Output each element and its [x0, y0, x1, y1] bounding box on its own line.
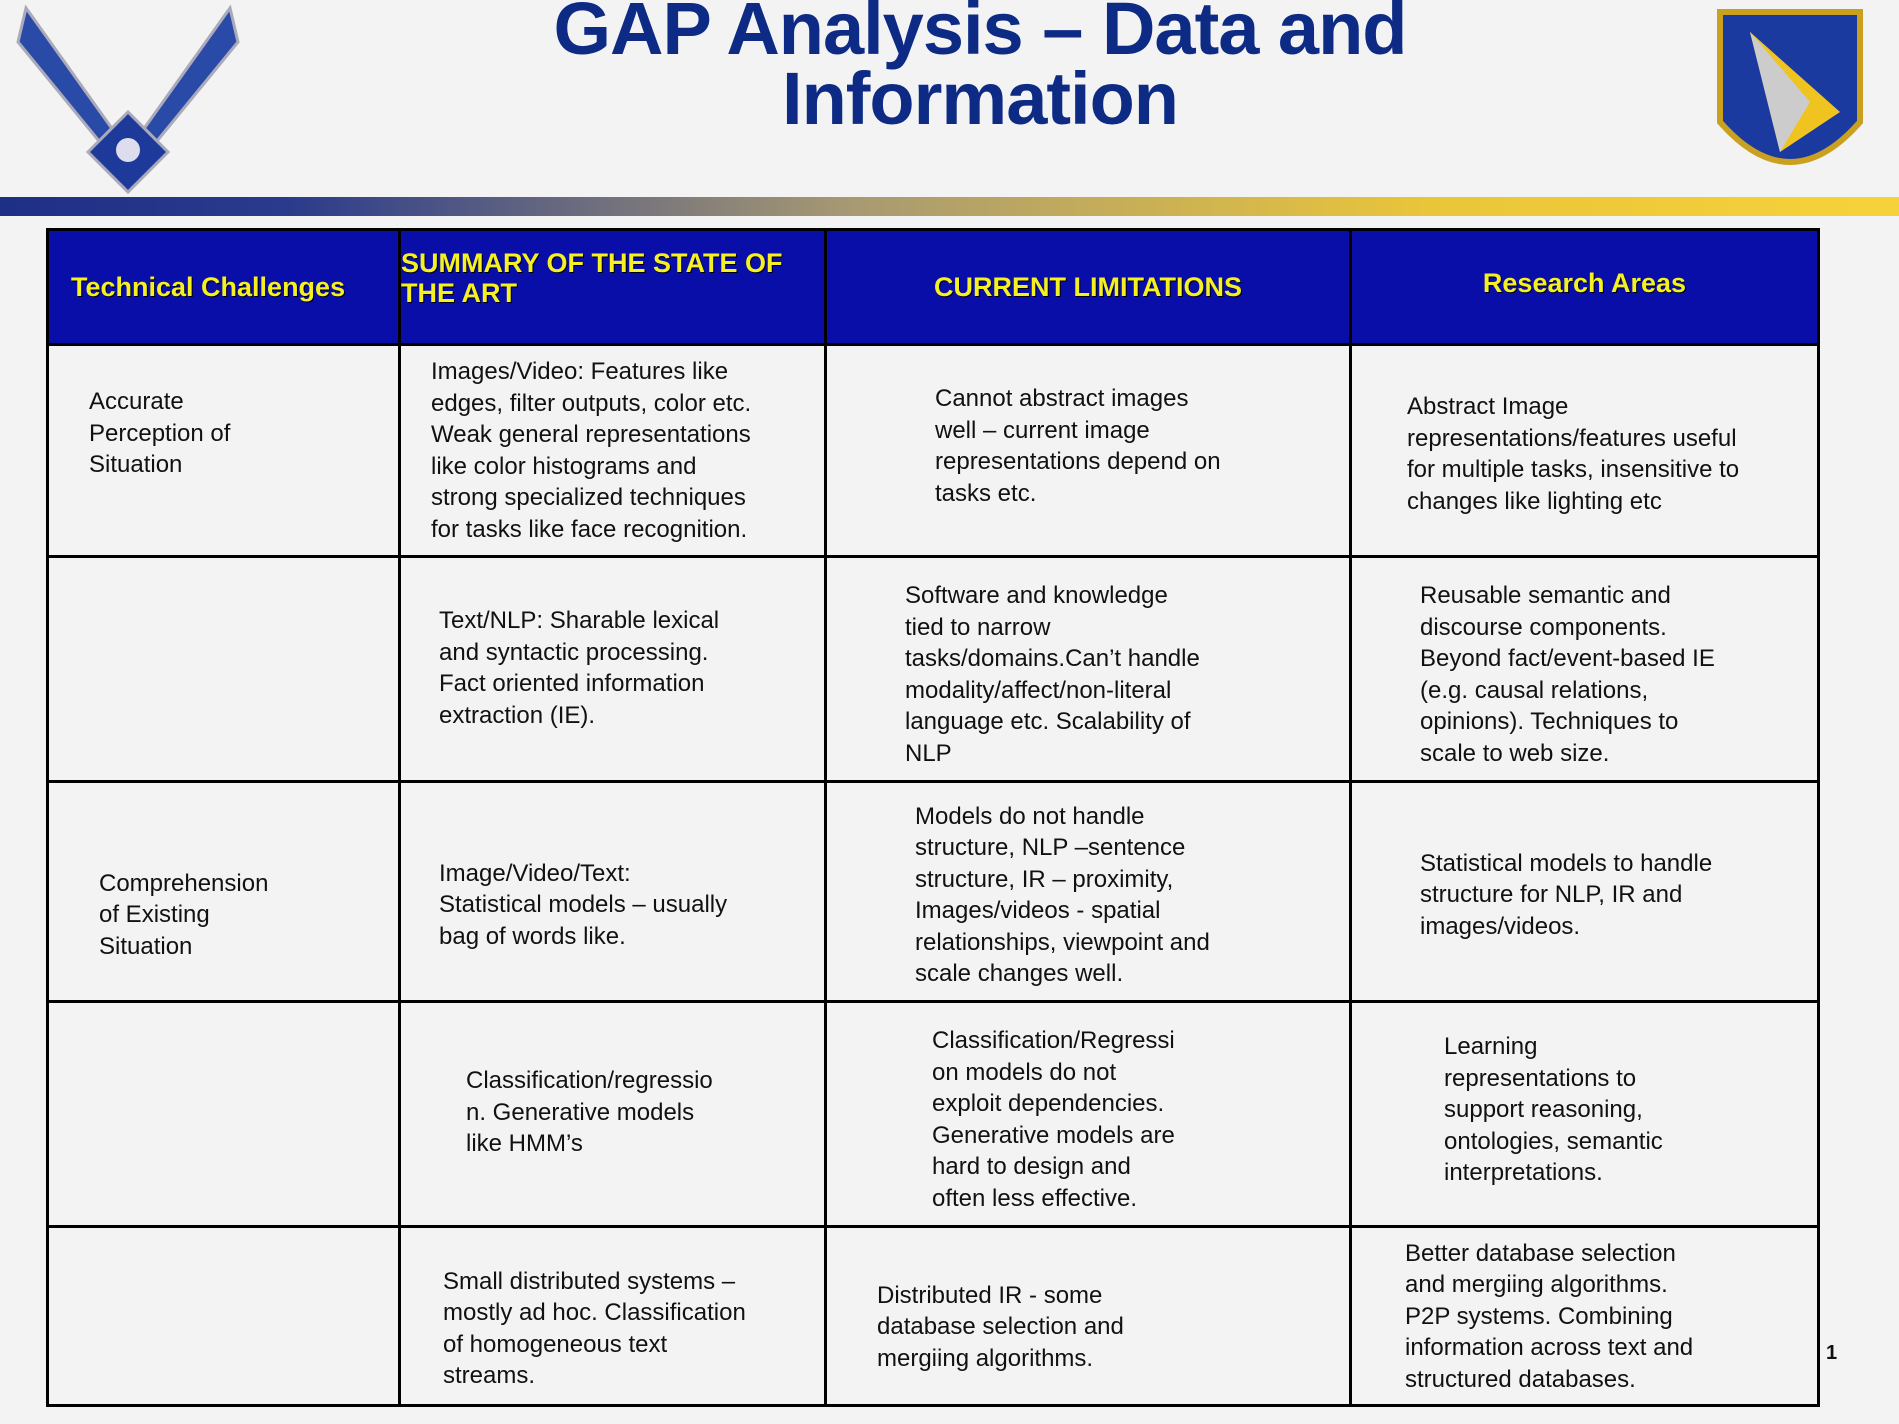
- cell-limitations: Classification/Regressi on models do not exploit dependencies. Generative models are hard to design and often less effective.: [932, 1027, 1175, 1212]
- afrl-shield-logo: [1690, 2, 1890, 192]
- header-research-areas: Research Areas: [1351, 230, 1819, 345]
- header-current-limitations: CURRENT LIMITATIONS: [826, 230, 1351, 345]
- header-technical-challenges: Technical Challenges: [48, 230, 400, 345]
- table-header-row: [48, 230, 1819, 345]
- cell-limitations: Software and knowledge tied to narrow tasks/domains.Can’t handle modality/affect/non-literal language etc. Scalability of NLP: [905, 582, 1200, 767]
- cell-summary: Image/Video/Text: Statistical models – usually bag of words like.: [439, 859, 728, 950]
- title-line-1: GAP Analysis – Data and: [553, 0, 1407, 70]
- cell-research: Reusable semantic and discourse components. Beyond fact/event-based IE (e.g. causal relations, opinions). Techniques to scale to web size.: [1420, 582, 1715, 767]
- table-row: [48, 345, 1819, 557]
- header-gradient-bar: [0, 197, 1899, 216]
- cell-research: Statistical models to handle structure for NLP, IR and images/videos.: [1420, 849, 1713, 940]
- cell-summary: Text/NLP: Sharable lexical and syntactic processing. Fact oriented information extraction (IE).: [439, 607, 720, 729]
- cell-limitations: Cannot abstract images well – current image representations depend on tasks etc.: [935, 385, 1221, 507]
- cell-limitations: Models do not handle structure, NLP –sentence structure, IR – proximity, Images/videos - spatial relationships, viewpoint and scale changes well.: [915, 802, 1210, 988]
- gap-analysis-table: [46, 228, 1820, 1407]
- cell-research: Abstract Image representations/features useful for multiple tasks, insensitive to changes like lighting etc: [1407, 393, 1740, 515]
- cell-research: Learning representations to support reasoning, ontologies, semantic interpretations.: [1444, 1033, 1663, 1187]
- cell-summary: Small distributed systems – mostly ad hoc. Classification of homogeneous text streams.: [443, 1267, 746, 1390]
- table-row: [48, 557, 1819, 782]
- cell-challenge: Accurate Perception of Situation: [89, 388, 231, 478]
- title-line-2: Information: [782, 57, 1178, 140]
- cell-challenge: Comprehension of Existing Situation: [99, 869, 269, 960]
- cell-summary: Images/Video: Features like edges, filter outputs, color etc. Weak general representations like color histograms and strong specialized techniques for tasks like face recognition.: [431, 358, 752, 543]
- page-title: [420, 0, 1540, 140]
- table-row: [48, 1226, 1819, 1405]
- cell-summary: Classification/regressio n. Generative models like HMM’s: [466, 1067, 713, 1158]
- air-force-wings-logo: [8, 2, 248, 197]
- table-row: [48, 781, 1819, 1001]
- cell-research: Better database selection and mergiing algorithms. P2P systems. Combining information across text and structured databases.: [1405, 1239, 1694, 1393]
- page-number: 1: [1826, 1342, 1838, 1364]
- cell-limitations: Distributed IR - some database selection and mergiing algorithms.: [877, 1281, 1124, 1372]
- header-summary: SUMMARY OF THE STATE OF THE ART: [400, 230, 826, 345]
- table-row: [48, 1002, 1819, 1227]
